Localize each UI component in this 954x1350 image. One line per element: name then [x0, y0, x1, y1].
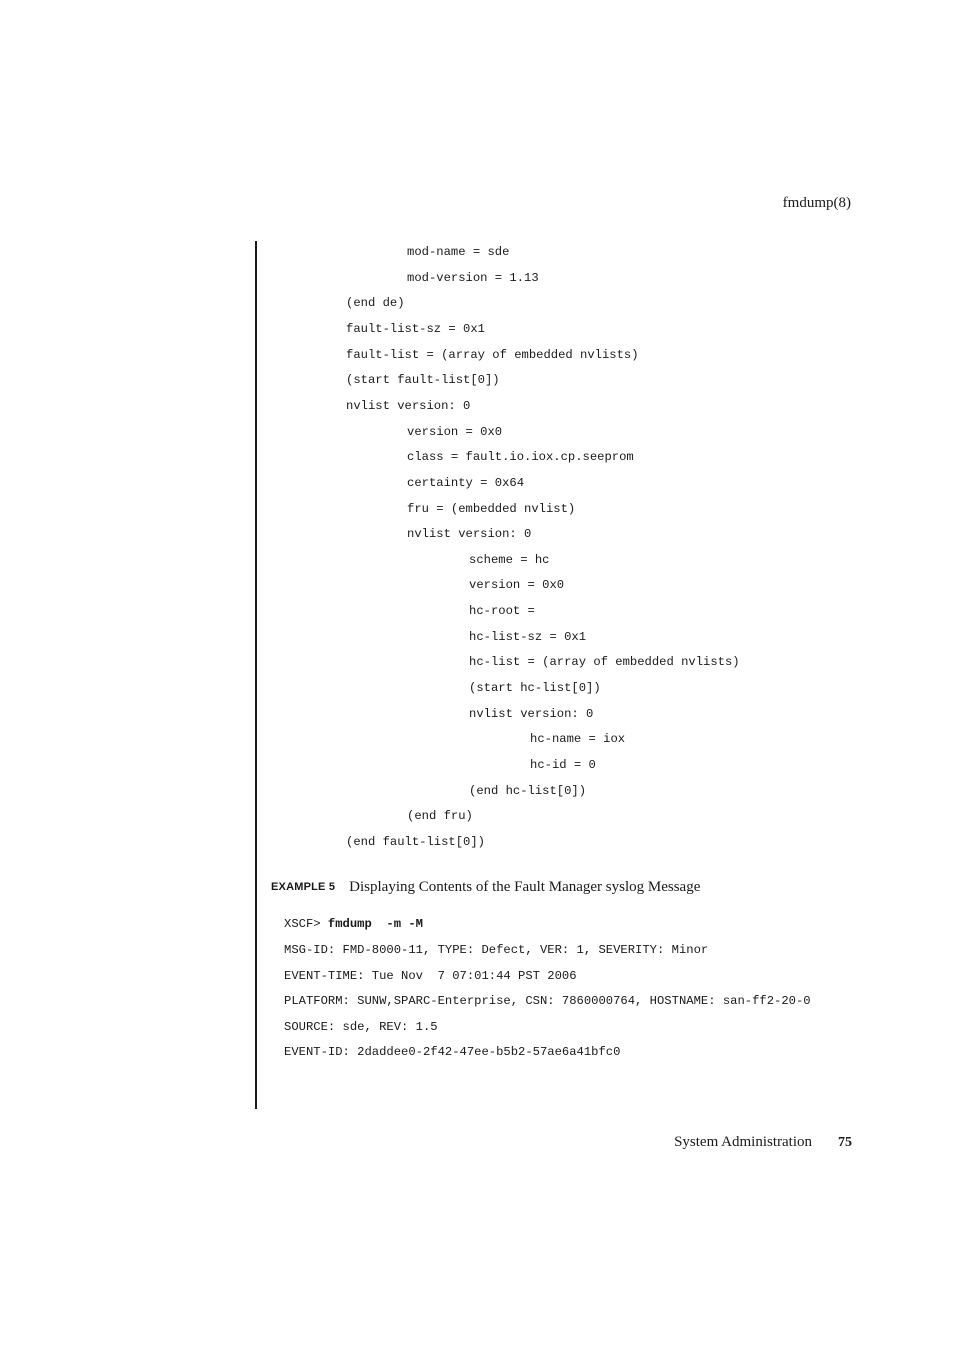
example-command-line	[284, 916, 423, 932]
code-line: hc-list = (array of embedded nvlists)	[469, 655, 740, 669]
code-line: fru = (embedded nvlist)	[407, 502, 576, 516]
page-footer	[674, 1132, 852, 1153]
output-line: PLATFORM: SUNW,SPARC-Enterprise, CSN: 7860000764, HOSTNAME: san-ff2-20-0	[284, 994, 811, 1008]
code-line: hc-id = 0	[530, 758, 596, 772]
code-line: mod-name = sde	[407, 245, 510, 259]
output-line: EVENT-TIME: Tue Nov 7 07:01:44 PST 2006	[284, 969, 577, 983]
code-line: class = fault.io.iox.cp.seeprom	[407, 450, 634, 464]
output-line: EVENT-ID: 2daddee0-2f42-47ee-b5b2-57ae6a41bfc0	[284, 1045, 621, 1059]
code-line: nvlist version: 0	[469, 707, 594, 721]
footer-section-title: System Administration	[674, 1134, 812, 1150]
example-label: EXAMPLE 5	[271, 881, 336, 893]
running-head: fmdump(8)	[782, 195, 851, 211]
code-line: fault-list = (array of embedded nvlists)	[346, 348, 639, 362]
example-title: Displaying Contents of the Fault Manager syslog Message	[349, 879, 701, 895]
command-text: fmdump -m -M	[327, 917, 423, 931]
code-line: hc-list-sz = 0x1	[469, 630, 587, 644]
code-line: scheme = hc	[469, 553, 550, 567]
change-bar	[255, 241, 257, 1109]
command-prompt: XSCF>	[284, 917, 321, 931]
example-heading	[271, 877, 700, 897]
code-line: certainty = 0x64	[407, 476, 525, 490]
code-line: mod-version = 1.13	[407, 271, 539, 285]
output-line: MSG-ID: FMD-8000-11, TYPE: Defect, VER: 1, SEVERITY: Minor	[284, 943, 709, 957]
page-number: 75	[838, 1135, 852, 1150]
code-line: (start hc-list[0])	[469, 681, 601, 695]
code-line: hc-root =	[469, 604, 535, 618]
code-line: nvlist version: 0	[407, 527, 532, 541]
code-line: (end hc-list[0])	[469, 784, 587, 798]
output-line: SOURCE: sde, REV: 1.5	[284, 1020, 438, 1034]
code-line: version = 0x0	[469, 578, 565, 592]
code-line: (start fault-list[0])	[346, 373, 500, 387]
code-line: version = 0x0	[407, 425, 503, 439]
code-line: fault-list-sz = 0x1	[346, 322, 485, 336]
code-line: (end fru)	[407, 809, 473, 823]
code-line: (end de)	[346, 296, 405, 310]
code-line: nvlist version: 0	[346, 399, 471, 413]
code-line: hc-name = iox	[530, 732, 626, 746]
code-line: (end fault-list[0])	[346, 835, 485, 849]
